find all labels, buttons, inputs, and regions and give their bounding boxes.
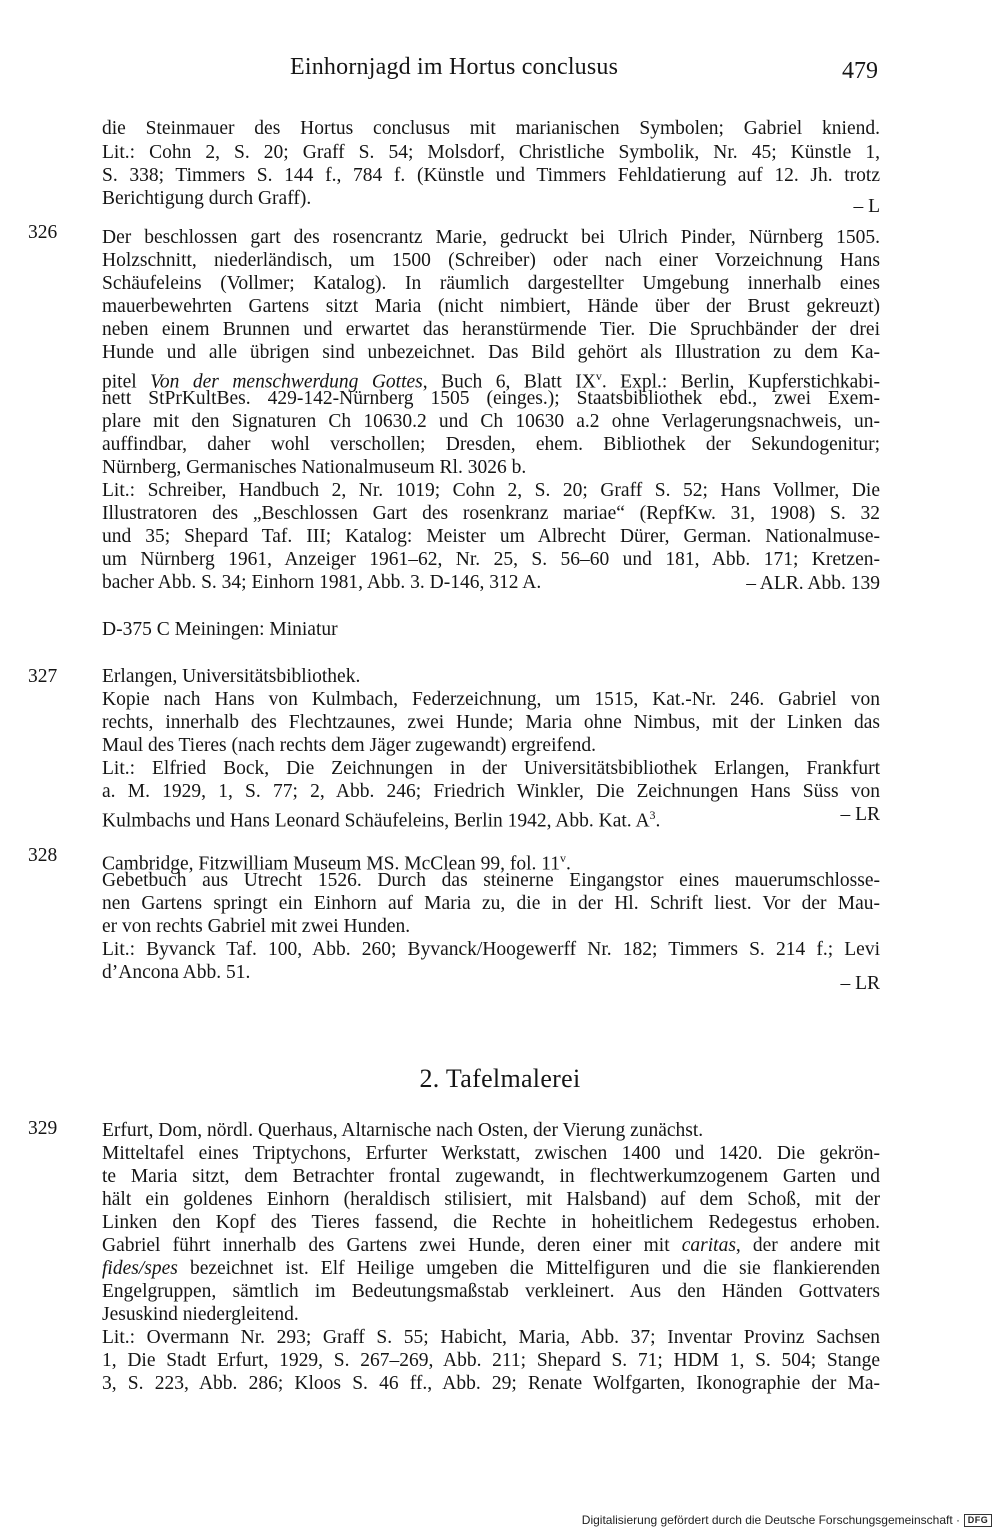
text-line: Lit.: Cohn 2, S. 20; Graff S. 54; Molsdorf, Christliche Symbolik, Nr. 45; Künstle 1, [102,142,880,163]
text-line: Hunde und alle übrigen sind unbezeichnet. Das Bild gehört als Illustration zu dem Ka- [102,342,880,363]
text-line: Jesuskind niedergleitend. [102,1304,299,1325]
running-title: Einhornjagd im Hortus conclusus [290,54,619,80]
text-segment: , der andere mit [735,1235,880,1256]
superscript: v [560,851,567,865]
dfg-logo: DFG [964,1514,992,1527]
text-line: Schäufeleins (Vollmer; Katalog). In räumlich dargestellter Umgebung innerhalb eines [102,273,880,294]
text-line [102,804,880,833]
entry-number: 326 [28,222,58,243]
text-line: und 35; Shepard Taf. III; Katalog: Meister um Albrecht Dürer, German. Nationalmuse- [102,526,880,547]
text-segment: . Expl.: Berlin, Kupferstichkabi- [601,371,880,393]
text-line: Holzschnitt, niederländisch, um 1500 (Schreiber) oder nach einer Vorzeichnung Hans [102,250,880,271]
text-line: te Maria sitzt, dem Betrachter frontal zugewandt, in flechtwerkumzogenem Garten und [102,1166,880,1187]
superscript: 3 [649,808,656,822]
text-segment: pitel [102,371,151,393]
text-line: a. M. 1929, 1, S. 77; 2, Abb. 246; Friedrich Winkler, Die Zeichnungen Hans Süss von [102,781,880,802]
text-line: die Steinmauer des Hortus conclusus mit marianischen Symbolen; Gabriel kniend. [102,118,880,139]
text-segment: Cambridge, Fitzwilliam Museum MS. McClean 99, fol. 11 [102,853,561,875]
text-line [102,1235,880,1257]
text-line: Engelgruppen, sämtlich im Bedeutungsmaßstab verkleinert. Aus den Händen Gottvaters [102,1281,880,1302]
text-line: er von rechts Gabriel mit zwei Hunden. [102,916,411,937]
italic-term: caritas [681,1235,736,1256]
text-line: Erlangen, Universitätsbibliothek. [102,666,361,687]
author-mark: – LR [840,973,880,994]
text-line: Kopie nach Hans von Kulmbach, Federzeichnung, um 1515, Kat.-Nr. 246. Gabriel von [102,689,880,710]
text-line: Lit.: Overmann Nr. 293; Graff S. 55; Habicht, Maria, Abb. 37; Inventar Provinz Sachsen [102,1327,880,1348]
italic-term: fides/spes [102,1258,178,1279]
text-segment: . [655,810,661,832]
text-line: plare mit den Signaturen Ch 10630.2 und Ch 10630 a.2 ohne Verlagerungsnachweis, un- [102,411,880,432]
text-line: S. 338; Timmers S. 144 f., 784 f. (Künstle und Timmers Fehldatierung auf 12. Jh. trotz [102,165,880,186]
text-line: Nürnberg, Germanisches Nationalmuseum Rl. 3026 b. [102,457,527,478]
entry-number: 328 [28,845,58,866]
text-line: d’Ancona Abb. 51. [102,962,251,983]
author-mark: – LR [840,804,880,825]
text-line: nen Gartens springt ein Einhorn auf Maria zu, die in der Hl. Schrift liest. Vor der Mau- [102,893,880,914]
text-segment: , Buch 6, Blatt IX [422,371,596,393]
entry-number: 327 [28,666,58,687]
text-line: Lit.: Schreiber, Handbuch 2, Nr. 1019; Cohn 2, S. 20; Graff S. 52; Hans Vollmer, Die [102,480,880,501]
text-line: Der beschlossen gart des rosencrantz Marie, gedruckt bei Ulrich Pinder, Nürnberg 1505. [102,227,880,248]
page-number: 479 [842,58,878,84]
text-line: 1, Die Stadt Erfurt, 1929, S. 267–269, Abb. 211; Shepard S. 71; HDM 1, S. 504; Stange [102,1350,880,1371]
text-segment: bezeichnet ist. Elf Heilige umgeben die Mittelfiguren und die sie flankierenden [177,1258,880,1279]
text-line: auffindbar, daher wohl verschollen; Dresden, ehem. Bibliothek der Sekundogenitur; [102,434,880,455]
text-line: mauerbewehrten Gartens sitzt Maria (nicht nimbiert, Hände über der Brust gekreuzt) [102,296,880,317]
author-mark: – ALR. Abb. 139 [746,573,880,594]
text-line: Mitteltafel eines Triptychons, Erfurter Werkstatt, zwischen 1400 und 1420. Die gekrön- [102,1143,880,1164]
text-line: Berichtigung durch Graff). [102,188,312,209]
italic-title: Von der menschwerdung Gottes [150,371,423,393]
text-segment: . [566,853,571,875]
section-heading: 2. Tafelmalerei [419,1064,581,1093]
text-line: Illustratoren des „Beschlossen Gart des rosenkranz mariae“ (RepfKw. 31, 1908) S. 32 [102,503,880,524]
text-line: Lit.: Elfried Bock, Die Zeichnungen in der Universitätsbibliothek Erlangen, Frankfurt [102,758,880,779]
digitization-footer [582,1513,992,1527]
footer-text: Digitalisierung gefördert durch die Deutsche Forschungsgemeinschaft · [581,1513,960,1527]
text-segment: Kulmbachs und Hans Leonard Schäufeleins, Berlin 1942, Abb. Kat. A [102,810,650,832]
entry-number: 329 [28,1118,58,1139]
text-line: Linken den Kopf des Tieres fassend, die Rechte in hoheitlichem Redegestus erhoben. [102,1212,880,1233]
text-line: hält ein goldenes Einhorn (heraldisch stilisiert, mit Halsband) auf dem Schoß, mit der [102,1189,880,1210]
text-line: 3, S. 223, Abb. 286; Kloos S. 46 ff., Abb. 29; Renate Wolfgarten, Ikonographie der Ma- [102,1373,880,1394]
text-line: rechts, innerhalb des Flechtzaunes, zwei Hunde; Maria ohne Nimbus, mit der Linken das [102,712,880,733]
text-line [102,1258,880,1280]
text-line: neben einem Brunnen und erwartet das heranstürmende Tier. Die Spruchbänder der drei [102,319,880,340]
text-line: nett StPrKultBes. 429-142-Nürnberg 1505 (einges.); Staatsbibliothek ebd., zwei Exem- [102,388,880,409]
text-line: Erfurt, Dom, nördl. Querhaus, Altarnische nach Osten, der Vierung zunächst. [102,1120,704,1141]
text-line: Maul des Tieres (nach rechts dem Jäger zugewandt) ergreifend. [102,735,597,756]
text-line: Gebetbuch aus Utrecht 1526. Durch das steinerne Eingangstor eines mauerumschlosse- [102,870,880,891]
text-segment: Gabriel führt innerhalb des Gartens zwei Hunde, deren einer mit [102,1235,682,1256]
text-line: bacher Abb. S. 34; Einhorn 1981, Abb. 3. D-146, 312 A. [102,572,542,593]
text-line: um Nürnberg 1961, Anzeiger 1961–62, Nr. 25, S. 56–60 und 181, Abb. 171; Kretzen- [102,549,880,570]
cross-reference: D-375 C Meiningen: Miniatur [102,619,338,640]
superscript: v [595,369,602,383]
author-mark: – L [853,196,880,217]
text-line: Lit.: Byvanck Taf. 100, Abb. 260; Byvanck/Hoogewerff Nr. 182; Timmers S. 214 f.; Levi [102,939,880,960]
